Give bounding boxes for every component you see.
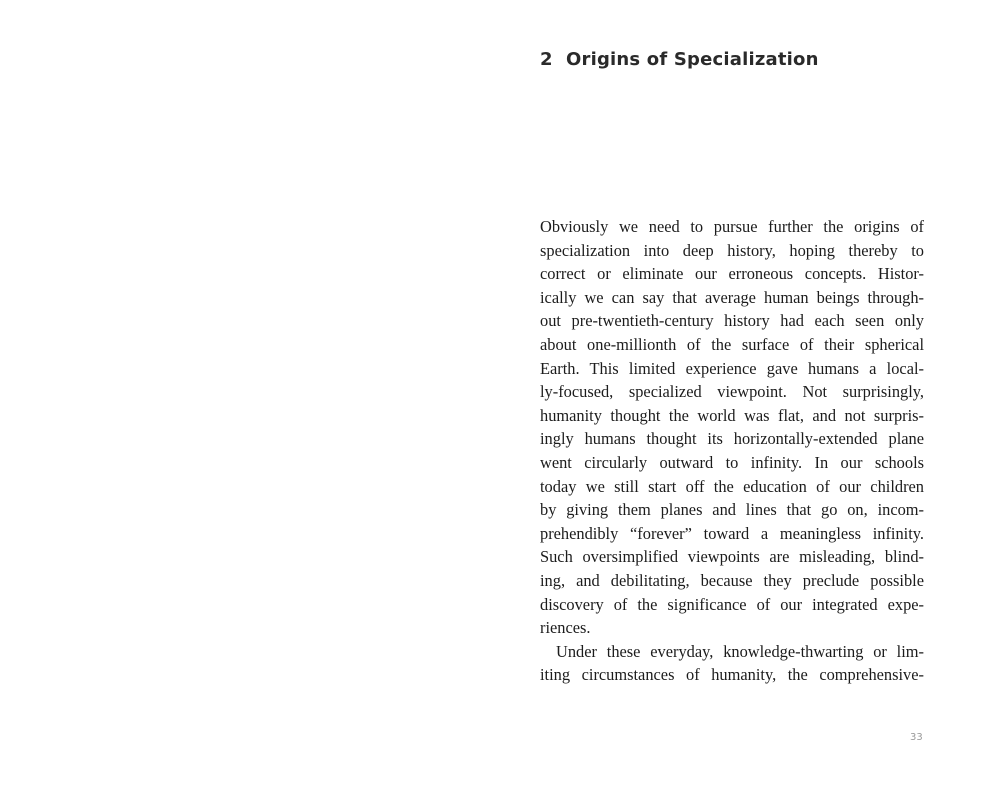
text-line: Such oversimplified viewpoints are misleading, blind-	[540, 547, 924, 567]
right-page	[498, 0, 996, 793]
text-line: riences.	[540, 618, 591, 638]
text-line: specialization into deep history, hoping thereby to	[540, 240, 924, 260]
text-line: out pre-twentieth-century history had each seen only	[540, 311, 924, 331]
text-line: ly-focused, specialized viewpoint. Not surprisingly,	[540, 382, 924, 402]
chapter-heading	[540, 49, 819, 70]
text-line: Earth. This limited experience gave humans a local-	[540, 358, 924, 378]
text-line: by giving them planes and lines that go on, incom-	[540, 500, 924, 520]
chapter-number: 2	[540, 49, 553, 70]
body-text	[540, 215, 924, 687]
text-line: Obviously we need to pursue further the origins of	[540, 217, 924, 236]
chapter-title: Origins of Specialization	[566, 49, 819, 70]
text-line: ingly humans thought its horizontally-extended plane	[540, 429, 924, 449]
text-line: today we still start off the education of our children	[540, 476, 924, 496]
text-line: humanity thought the world was flat, and not surpris-	[540, 405, 924, 425]
text-line: went circularly outward to infinity. In our schools	[540, 452, 924, 472]
text-line: correct or eliminate our erroneous concepts. Histor-	[540, 264, 924, 284]
paragraph	[540, 215, 924, 640]
text-line: about one-millionth of the surface of their spherical	[540, 334, 924, 354]
paragraph	[540, 640, 924, 687]
text-line: prehendibly “forever” toward a meaningless infinity.	[540, 523, 924, 543]
text-line: iting circumstances of humanity, the comprehensive-	[540, 665, 924, 685]
page-number: 33	[910, 732, 923, 743]
text-line: ically we can say that average human beings through-	[540, 287, 924, 307]
text-line: discovery of the significance of our integrated expe-	[540, 594, 924, 614]
text-line: ing, and debilitating, because they preclude possible	[540, 570, 924, 590]
text-line: Under these everyday, knowledge-thwarting or lim-	[556, 641, 924, 661]
